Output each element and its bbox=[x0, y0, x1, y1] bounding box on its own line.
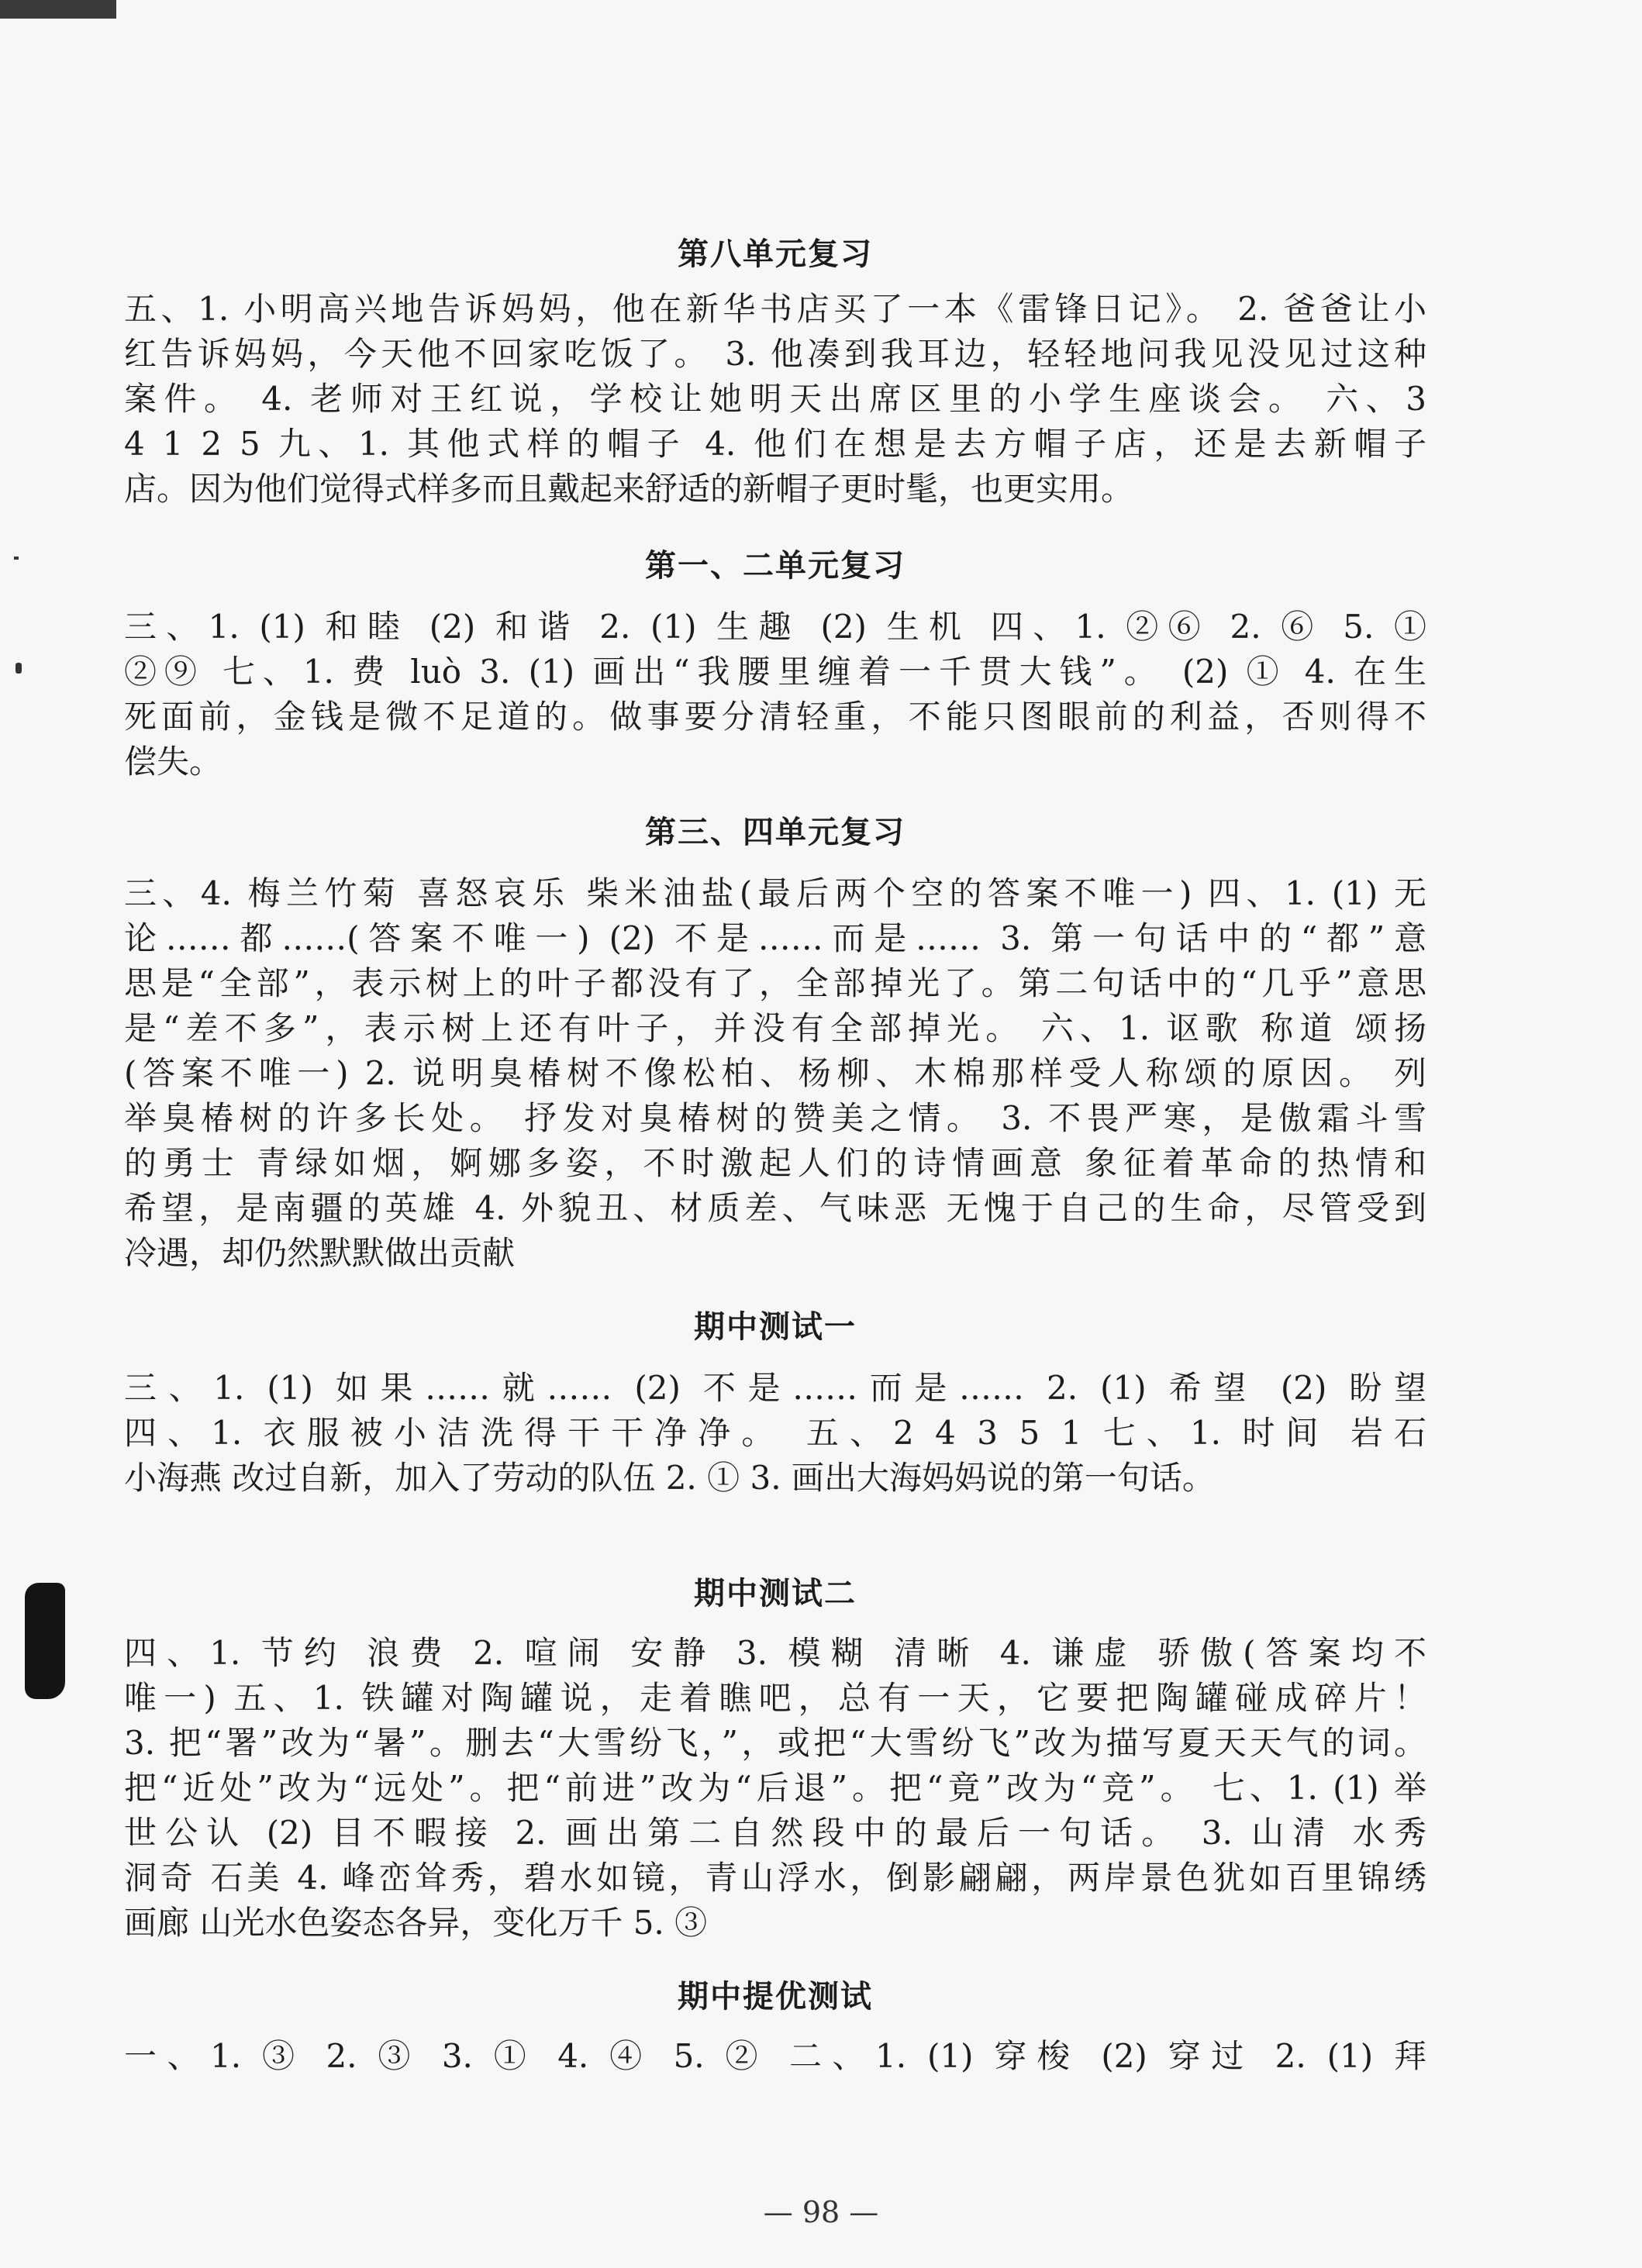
text-line: 案件。 4. 老师对王红说，学校让她明天出席区里的小学生座谈会。 六、3 bbox=[124, 380, 1426, 418]
text-line: 是“差不多”，表示树上还有叶子，并没有全部掉光。 六、1. 讴歌 称道 颂扬 bbox=[124, 1009, 1426, 1047]
text-line: 论……都……(答案不唯一) (2) 不是……而是…… 3. 第一句话中的“都”意 bbox=[124, 919, 1426, 957]
section-title: 第三、四单元复习 bbox=[645, 815, 906, 850]
text-line: 洞奇 石美 4. 峰峦耸秀，碧水如镜，青山浮水，倒影翩翩，两岸景色犹如百里锦绣 bbox=[124, 1859, 1426, 1897]
text-line: 思是“全部”，表示树上的叶子都没有了，全部掉光了。第二句话中的“几乎”意思 bbox=[124, 964, 1426, 1002]
page-number: — 98 — bbox=[763, 2195, 879, 2229]
text-line: 死面前，金钱是微不足道的。做事要分清轻重，不能只图眼前的利益，否则得不 bbox=[124, 698, 1426, 736]
text-line: 店。因为他们觉得式样多而且戴起来舒适的新帽子更时髦，也更实用。 bbox=[124, 470, 1134, 508]
scan-speck bbox=[16, 663, 22, 674]
text-line: (答案不唯一) 2. 说明臭椿树不像松柏、杨柳、木棉那样受人称颂的原因。 列 bbox=[124, 1054, 1426, 1092]
text-line: 三、1. (1) 如果……就…… (2) 不是……而是…… 2. (1) 希望 (2) 盼望 bbox=[124, 1369, 1426, 1407]
text-line: 画廊 山光水色姿态各异，变化万千 5. ③ bbox=[124, 1904, 708, 1942]
text-line: 偿失。 bbox=[124, 743, 222, 781]
section-title: 期中测试二 bbox=[694, 1576, 857, 1611]
scan-speck bbox=[14, 557, 19, 560]
section-body bbox=[124, 1366, 1426, 1501]
text-line: 希望，是南疆的英雄 4. 外貌丑、材质差、气味恶 无愧于自己的生命，尽管受到 bbox=[124, 1189, 1426, 1227]
text-line: 的勇士 青绿如烟，婀娜多姿，不时激起人们的诗情画意 象征着革命的热情和 bbox=[124, 1144, 1426, 1182]
text-line: 世公认 (2) 目不暇接 2. 画出第二自然段中的最后一句话。 3. 山清 水秀 bbox=[124, 1814, 1426, 1852]
section-body bbox=[124, 871, 1426, 1276]
section-body bbox=[124, 605, 1426, 784]
text-line: 4 1 2 5 九、1. 其他式样的帽子 4. 他们在想是去方帽子店，还是去新帽子 bbox=[124, 425, 1426, 463]
section-body bbox=[124, 287, 1426, 512]
section-body bbox=[124, 2034, 1426, 2079]
ink-smudge bbox=[25, 1583, 65, 1699]
text-line: 冷遇，却仍然默默做出贡献 bbox=[124, 1234, 516, 1272]
section-title: 期中提优测试 bbox=[678, 1979, 873, 2015]
text-line: 三、4. 梅兰竹菊 喜怒哀乐 柴米油盐(最后两个空的答案不唯一) 四、1. (1) 无 bbox=[124, 874, 1426, 912]
text-line: 红告诉妈妈，今天他不回家吃饭了。 3. 他凑到我耳边，轻轻地问我见没见过这种 bbox=[124, 335, 1426, 373]
text-line: 四、1. 节约 浪费 2. 喧闹 安静 3. 模糊 清晰 4. 谦虚 骄傲(答案均不 bbox=[124, 1634, 1426, 1672]
text-line: 3. 把“署”改为“暑”。删去“大雪纷飞，”，或把“大雪纷飞”改为描写夏天天气的词。 bbox=[124, 1724, 1426, 1762]
section-title: 第八单元复习 bbox=[678, 236, 873, 272]
text-line: 三、1. (1) 和睦 (2) 和谐 2. (1) 生趣 (2) 生机 四、1. ②⑥ 2. ⑥ 5. ① bbox=[124, 608, 1426, 646]
text-line: 小海燕 改过自新，加入了劳动的队伍 2. ① 3. 画出大海妈妈说的第一句话。 bbox=[124, 1459, 1215, 1497]
text-line: ②⑨ 七、1. 费 luò 3. (1) 画出“我腰里缠着一千贯大钱”。 (2) ① 4. 在生 bbox=[124, 653, 1426, 691]
section-title: 第一、二单元复习 bbox=[645, 548, 906, 584]
text-line: 把“近处”改为“远处”。把“前进”改为“后退”。把“竟”改为“竞”。 七、1. (1) 举 bbox=[124, 1769, 1426, 1807]
text-line: 四、1. 衣服被小洁洗得干干净净。 五、2 4 3 5 1 七、1. 时间 岩石 bbox=[124, 1414, 1426, 1452]
text-line: 举臭椿树的许多长处。 抒发对臭椿树的赞美之情。 3. 不畏严寒，是傲霜斗雪 bbox=[124, 1099, 1426, 1137]
section-body bbox=[124, 1631, 1426, 1946]
text-line: 五、1. 小明高兴地告诉妈妈，他在新华书店买了一本《雷锋日记》。 2. 爸爸让小 bbox=[124, 290, 1426, 328]
text-line: 唯一) 五、1. 铁罐对陶罐说，走着瞧吧，总有一天，它要把陶罐碰成碎片！ bbox=[124, 1679, 1426, 1717]
scan-edge-mark bbox=[0, 0, 116, 19]
section-title: 期中测试一 bbox=[694, 1309, 857, 1345]
text-line: 一、1. ③ 2. ③ 3. ① 4. ④ 5. ② 二、1. (1) 穿梭 (2) 穿过 2. (1) 拜 bbox=[124, 2037, 1426, 2075]
